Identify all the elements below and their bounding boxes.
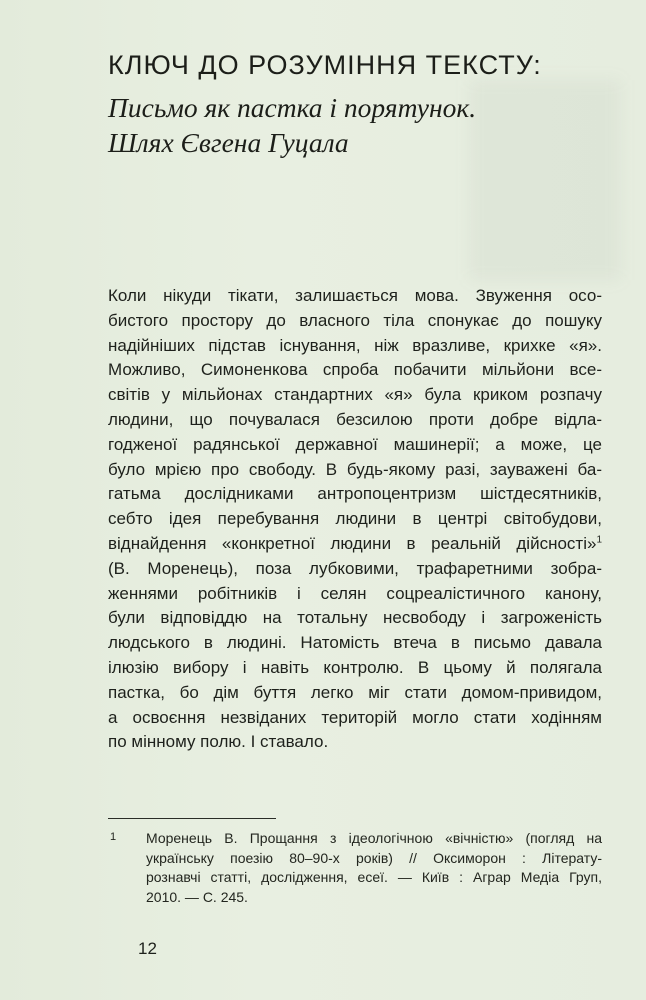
body-line: (В. Моренець), поза лубковими, трафаретними зобра- bbox=[108, 558, 602, 578]
footnote-number: 1 bbox=[110, 831, 117, 843]
footnote-line: українську поезію 80–90-х років) // Оксиморон : Літерату- bbox=[146, 849, 602, 866]
body-line: женнями робітників і селян соцреалістичного канону, bbox=[108, 583, 602, 603]
body-line: гатьма дослідниками антропоцентризм шістдесятників, bbox=[108, 484, 602, 504]
subtitle-line: Письмо як пастка і порятунок. bbox=[108, 92, 477, 123]
body-line-with-footnote bbox=[108, 532, 602, 557]
footnote-line: Моренець В. Прощання з ідеологічною «вічністю» (погляд на bbox=[146, 830, 602, 846]
body-line: себто ідея перебування людини в центрі світобудови, bbox=[108, 509, 602, 529]
body-line: людського в людині. Натомість втеча в письмо давала bbox=[108, 633, 602, 653]
body-line: бистого простору до власного тіла спонукає до пошуку bbox=[108, 310, 602, 330]
chapter-heading: КЛЮЧ ДО РОЗУМІННЯ ТЕКСТУ: bbox=[108, 50, 542, 80]
footnote-line: рознавчі статті, дослідження, есеї. — Київ : Аграр Медіа Груп, bbox=[146, 869, 602, 885]
body-line: по мінному полю. І ставало. bbox=[108, 732, 329, 752]
body-line: людини, що почувалася безсилою проти добре відла- bbox=[108, 409, 602, 429]
footnote-line: 2010. — С. 245. bbox=[146, 888, 248, 905]
body-line-text: віднайдення «конкретної людини в реальній дійсності» bbox=[108, 533, 597, 553]
footnote-text bbox=[146, 829, 602, 907]
body-line: були відповіддю на тотальну несвободу і загроженість bbox=[108, 608, 602, 628]
body-line: а освоєння незвіданих територій могло стати ходінням bbox=[108, 707, 602, 727]
body-line: ілюзію вибору і навіть контролю. В цьому й полягала bbox=[108, 657, 602, 677]
body-line: було мрією про свободу. В будь-якому разі, зауважені ба- bbox=[108, 459, 602, 479]
body-line: Коли нікуди тікати, залишається мова. Звуження осо- bbox=[108, 286, 602, 305]
body-line: пастка, бо дім буття легко міг стати домом-привидом, bbox=[108, 682, 602, 702]
footnote-marker[interactable]: 1 bbox=[596, 534, 602, 546]
body-paragraph bbox=[108, 284, 602, 755]
body-line: світів у мільйонах стандартних «я» була криком розпачу bbox=[108, 385, 602, 405]
page-number: 12 bbox=[138, 939, 157, 958]
body-line: годженої радянської державної машинерії; а може, це bbox=[108, 434, 602, 454]
footnote-divider bbox=[108, 818, 276, 819]
chapter-subtitle bbox=[108, 90, 608, 160]
body-line: надійніших підстав існування, ніж вразливе, крихке «я». bbox=[108, 335, 602, 355]
subtitle-line: Шлях Євгена Гуцала bbox=[108, 127, 349, 158]
body-line: Можливо, Симоненкова спроба побачити мільйони все- bbox=[108, 360, 602, 380]
